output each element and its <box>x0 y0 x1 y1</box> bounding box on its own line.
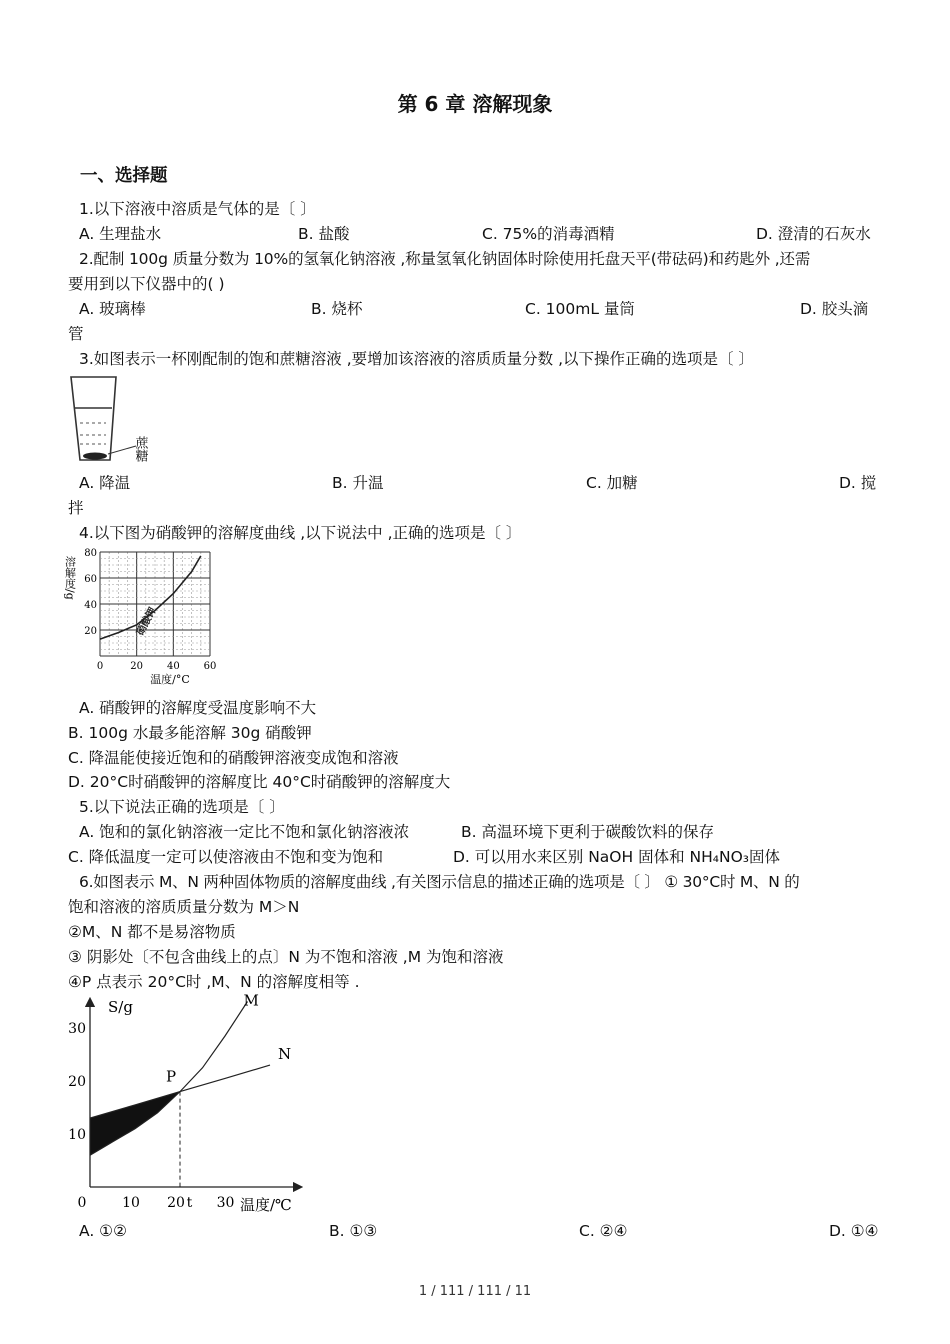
chart2-y-tick: 20 <box>68 1074 86 1090</box>
chart2-x-tick: 0 <box>77 1195 87 1211</box>
chart1-x-tick: 20 <box>130 661 144 672</box>
chart2-x-tick: 30 <box>216 1195 235 1211</box>
q6-statement-4: ④P 点表示 20°C时 ,M、N 的溶解度相等 . <box>68 973 360 991</box>
q1-option-d[interactable]: D. 澄清的石灰水 <box>756 225 871 243</box>
q4-option-a[interactable]: A. 硝酸钾的溶解度受温度影响不大 <box>79 699 317 717</box>
question-6-stem-line1: 6.如图表示 M、N 两种固体物质的溶解度曲线 ,有关图示信息的描述正确的选项是〔 〕 ① 30°C时 M、N 的 <box>79 873 800 891</box>
q2-option-b[interactable]: B. 烧杯 <box>311 300 363 318</box>
kno3-solubility-chart <box>63 548 226 690</box>
chart1-y-axis-label: 溶解度/g <box>63 556 77 600</box>
chart1-x-axis-label: 温度/°C <box>150 673 190 686</box>
q6-option-a[interactable]: A. ①② <box>79 1222 127 1240</box>
curve-n-label: N <box>278 1045 292 1064</box>
q4-option-b[interactable]: B. 100g 水最多能溶解 30g 硝酸钾 <box>68 724 312 742</box>
chart1-x-tick: 40 <box>166 661 180 672</box>
q3-option-b[interactable]: B. 升温 <box>332 474 384 492</box>
q6-statement-1: 饱和溶液的溶质质量分数为 M＞N <box>68 898 300 916</box>
q2-option-c[interactable]: C. 100mL 量筒 <box>525 300 635 318</box>
q3-option-d-wrap: 拌 <box>68 499 84 517</box>
curve-n <box>90 1065 270 1118</box>
mn-solubility-chart <box>60 992 310 1217</box>
beaker-figure <box>66 372 158 464</box>
chart1-x-tick: 0 <box>96 661 104 672</box>
question-4-stem: 4.以下图为硝酸钾的溶解度曲线 ,以下说法中 ,正确的选项是〔 〕 <box>79 524 522 542</box>
chart2-x-tick: 20 <box>167 1195 185 1211</box>
chart1-y-tick: 80 <box>84 548 97 559</box>
question-1-stem: 1.以下溶液中溶质是气体的是〔 〕 <box>79 200 316 218</box>
sugar-deposit <box>83 453 107 460</box>
q1-option-c[interactable]: C. 75%的消毒酒精 <box>482 225 615 243</box>
page-title: 第 6 章 溶解现象 <box>397 92 553 116</box>
q6-statement-3: ③ 阴影处〔不包含曲线上的点〕N 为不饱和溶液 ,M 为饱和溶液 <box>68 948 504 966</box>
chart2-x-axis-label: 温度/℃ <box>240 1196 292 1214</box>
q2-option-d[interactable]: D. 胶头滴 <box>800 300 869 318</box>
q2-option-d-wrap: 管 <box>68 325 84 343</box>
q1-option-b[interactable]: B. 盐酸 <box>298 225 350 243</box>
q4-option-d[interactable]: D. 20°C时硝酸钾的溶解度比 40°C时硝酸钾的溶解度大 <box>68 773 451 791</box>
q3-option-a[interactable]: A. 降温 <box>79 474 131 492</box>
chart2-y-axis-label: S/g <box>108 998 133 1016</box>
chart1-y-tick: 20 <box>84 626 97 637</box>
chart2-y-tick: 10 <box>68 1127 86 1143</box>
chart2-x-tick: 10 <box>122 1195 140 1211</box>
beaker-outline <box>71 377 116 460</box>
kno3-curve-label: 硝酸钾 <box>134 605 159 638</box>
q3-option-d[interactable]: D. 搅 <box>839 474 877 492</box>
chart2-x-tick: t <box>186 1195 193 1211</box>
question-2-stem-line1: 2.配制 100g 质量分数为 10%的氢氧化钠溶液 ,称量氢氧化钠固体时除使用托盘天平(带砝码)和药匙外 ,还需 <box>79 250 811 268</box>
chart2-y-tick: 30 <box>68 1021 86 1037</box>
chart1-y-tick: 40 <box>84 600 97 611</box>
sugar-label: 蔗糖 <box>132 436 148 462</box>
chart1-y-tick: 60 <box>84 574 97 585</box>
q6-statement-2: ②M、N 都不是易溶物质 <box>68 923 236 941</box>
q5-option-a[interactable]: A. 饱和的氯化钠溶液一定比不饱和氯化钠溶液浓 <box>79 823 410 841</box>
point-p-label: P <box>166 1067 177 1086</box>
q3-option-c[interactable]: C. 加糖 <box>586 474 638 492</box>
page-number-footer: 1 / 111 / 111 / 11 <box>418 1284 532 1299</box>
q4-option-c[interactable]: C. 降温能使接近饱和的硝酸钾溶液变成饱和溶液 <box>68 749 399 767</box>
question-3-stem: 3.如图表示一杯刚配制的饱和蔗糖溶液 ,要增加该溶液的溶质质量分数 ,以下操作正确的选项是〔 〕 <box>79 350 754 368</box>
question-5-stem: 5.以下说法正确的选项是〔 〕 <box>79 798 285 816</box>
section-heading: 一、选择题 <box>80 166 168 186</box>
chart1-x-tick: 60 <box>203 661 217 672</box>
q5-option-d[interactable]: D. 可以用水来区别 NaOH 固体和 NH₄NO₃固体 <box>453 848 780 866</box>
q6-option-c[interactable]: C. ②④ <box>579 1222 628 1240</box>
q2-option-a[interactable]: A. 玻璃棒 <box>79 300 146 318</box>
curve-m-label: M <box>243 991 259 1010</box>
q6-option-d[interactable]: D. ①④ <box>829 1222 879 1240</box>
shaded-region <box>90 1092 180 1156</box>
q5-option-b[interactable]: B. 高温环境下更利于碳酸饮料的保存 <box>461 823 714 841</box>
q1-option-a[interactable]: A. 生理盐水 <box>79 225 162 243</box>
question-2-stem-line2: 要用到以下仪器中的( ) <box>68 275 225 293</box>
q6-option-b[interactable]: B. ①③ <box>329 1222 378 1240</box>
q5-option-c[interactable]: C. 降低温度一定可以使溶液由不饱和变为饱和 <box>68 848 384 866</box>
